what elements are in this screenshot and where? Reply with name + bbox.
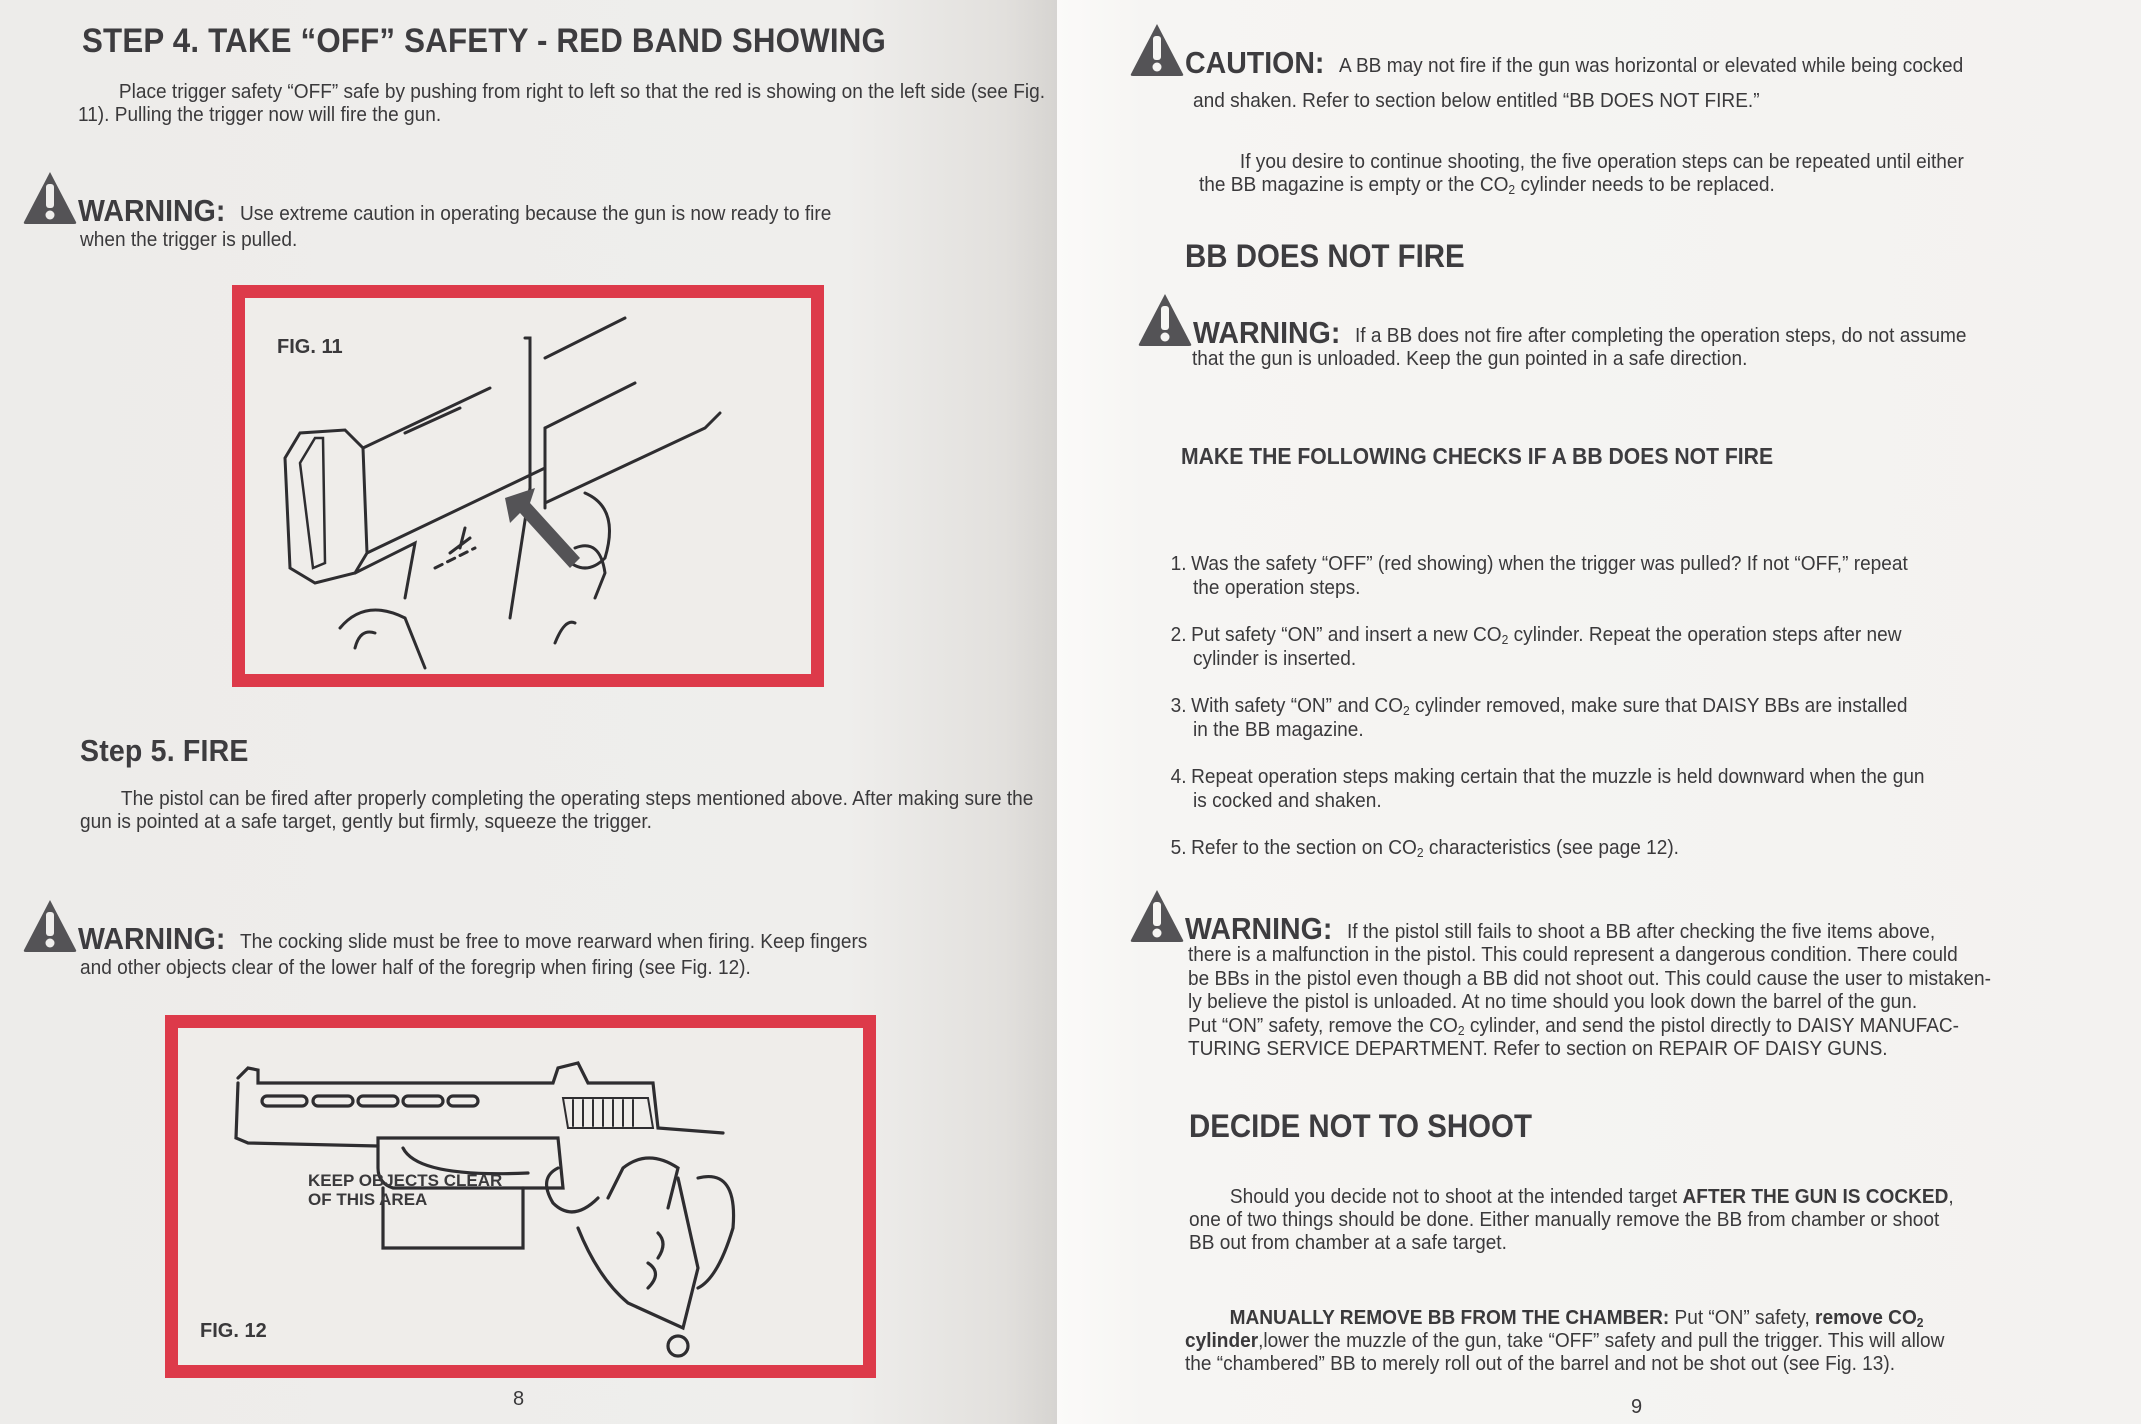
warning-label: WARNING: (1193, 315, 1341, 350)
paragraph-line: the BB magazine is empty or the $CO_2$ cylinder needs to be replaced. (1199, 173, 1775, 197)
warning-block-2 (22, 898, 915, 954)
figure-11 (232, 285, 824, 687)
check-item-5: 5. Refer to the section on $CO_2$ characteristics (see page 12). (1170, 836, 1679, 860)
caution-label: CAUTION: (1185, 45, 1325, 80)
step5-body: The pistol can be fired after properly completing the operating steps mentioned above. After making sure the gun is pointed at a safe target, gently but firmly, squeeze the trigger. (80, 787, 1034, 833)
warning-text-cont: that the gun is unloaded. Keep the gun pointed in a safe direction. (1192, 347, 1748, 370)
step5-heading: Step 5. FIRE (80, 733, 249, 768)
warning-block-1 (22, 170, 876, 226)
right-page (1057, 0, 2141, 1424)
caution-triangle-icon (1129, 22, 1185, 78)
warning-text-cont: and other objects clear of the lower half of the foregrip when firing (see Fig. 12). (80, 956, 751, 979)
check-item-1: 1. Was the safety “OFF” (red showing) when the trigger was pulled? If not “OFF,” repeat the operation steps. (1170, 552, 1908, 599)
warning-triangle-icon (22, 898, 78, 954)
warning-label: WARNING: (78, 193, 226, 228)
warning-triangle-icon (1137, 292, 1193, 348)
step4-body: Place trigger safety “OFF” safe by pushing from right to left so that the red is showing on the left side (see Fig. 11). Pulling the trigger now will fire the gun. (78, 80, 1046, 126)
page-number-8: 8 (513, 1388, 525, 1410)
caution-text-cont: and shaken. Refer to section below entitled “BB DOES NOT FIRE.” (1193, 89, 1760, 112)
decide-paragraph: Should you decide not to shoot at the intended target AFTER THE GUN IS COCKED, one of two things should be done. Either manually remove the BB from chamber or shoot BB out from chamber at a safe target. (1189, 1185, 1954, 1254)
paragraph-line: If you desire to continue shooting, the five operation steps can be repeated until either (1239, 150, 1964, 173)
arrow-icon (495, 478, 585, 578)
warning-text: If the pistol still fails to shoot a BB after checking the five items above, (1347, 920, 1936, 943)
warning-text: If a BB does not fire after completing the operation steps, do not assume (1355, 324, 1967, 347)
bb-does-not-fire-heading: BB DOES NOT FIRE (1185, 238, 1465, 274)
warning-label: WARNING: (1185, 911, 1333, 946)
warning-text: Use extreme caution in operating because the gun is now ready to fire (240, 202, 832, 225)
warning-triangle-icon (22, 170, 78, 226)
check-item-4: 4. Repeat operation steps making certain that the muzzle is held downward when the gun is cocked and shaken. (1170, 765, 1925, 812)
figure-12-note (308, 1171, 502, 1209)
check-item-2: 2. Put safety “ON” and insert a new $CO_2$ cylinder. Repeat the operation steps after new cylinder is inserted. (1170, 623, 1902, 670)
pistol-grip-illustration-icon (178, 1028, 863, 1365)
warning-label: WARNING: (78, 921, 226, 956)
continue-shooting-paragraph (1199, 150, 1964, 196)
note-line-1: KEEP OBJECTS CLEAR (308, 1171, 503, 1190)
warning-text-cont: when the trigger is pulled. (80, 228, 298, 251)
warning-block-3 (1137, 292, 2013, 348)
warning-text: The cocking slide must be free to move rearward when firing. Keep fingers (240, 930, 868, 953)
warning-text-cont: there is a malfunction in the pistol. This could represent a dangerous condition. There could be BBs in the pistol even though a BB did not shoot out. This could cause the user to mistaken- ly believe the pistol is unloaded. At no time should you look down the barrel of the gun. Put “ON” safety, remove the $CO_2$ cylinder, and send the pistol directly to DAISY MANUFAC- TURING SERVICE DEPARTMENT. Refer to section on REPAIR OF DAISY GUNS. (1188, 943, 1991, 1061)
figure-12 (165, 1015, 876, 1378)
caution-block (1129, 22, 2010, 78)
checks-heading: MAKE THE FOLLOWING CHECKS IF A BB DOES NOT FIRE (1181, 443, 1774, 469)
page-number-9: 9 (1631, 1396, 1643, 1418)
decide-not-to-shoot-heading: DECIDE NOT TO SHOOT (1189, 1108, 1532, 1144)
warning-triangle-icon (1129, 888, 1185, 944)
note-line-2: OF THIS AREA (308, 1190, 428, 1209)
warning-block-4 (1129, 888, 1980, 944)
figure-11-label: FIG. 11 (277, 336, 343, 358)
step4-heading: STEP 4. TAKE “OFF” SAFETY - RED BAND SHOWING (82, 22, 887, 60)
left-page (0, 0, 1057, 1424)
check-item-3: 3. With safety “ON” and $CO_2$ cylinder removed, make sure that DAISY BBs are installed in the BB magazine. (1170, 694, 1908, 741)
manual-removal-paragraph: MANUALLY REMOVE BB FROM THE CHAMBER: Put “ON” safety, remove $CO_2$ cylinder,lower the muzzle of the gun, take “OFF” safety and pull the trigger. This will allow the “chambered” BB to merely roll out of the barrel and not be shot out (see Fig. 13). (1185, 1306, 1945, 1375)
caution-text: A BB may not fire if the gun was horizontal or elevated while being cocked (1338, 54, 1963, 77)
figure-12-label: FIG. 12 (200, 1320, 267, 1342)
